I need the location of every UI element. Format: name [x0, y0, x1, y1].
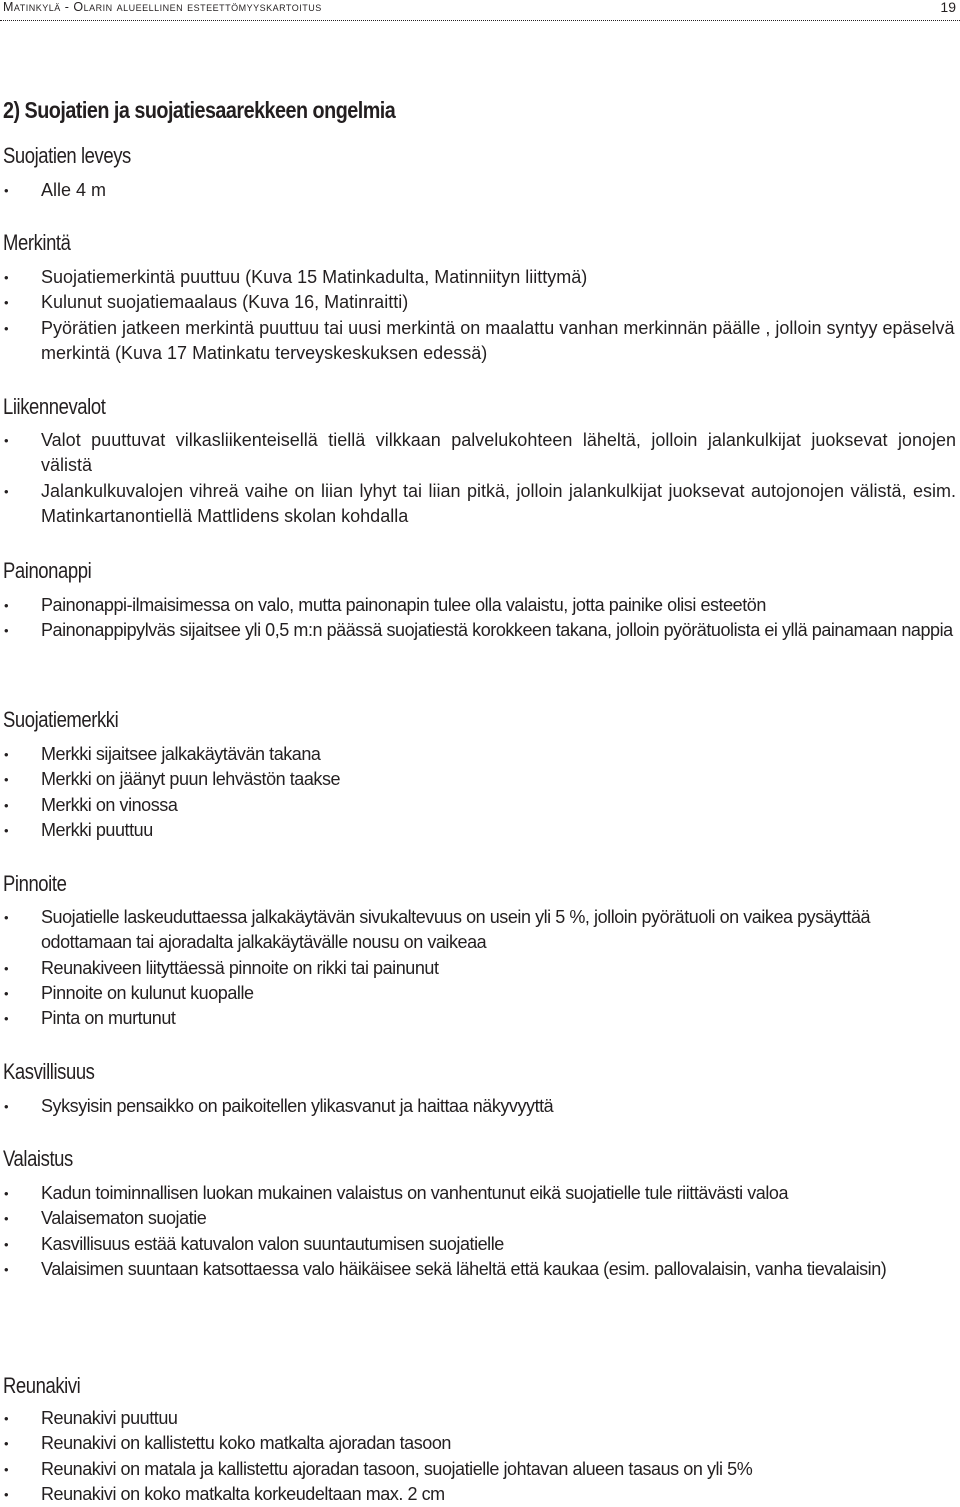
section-list-painonappi [0, 593, 960, 644]
list-item [0, 905, 960, 956]
list-item [0, 1482, 960, 1507]
list-item-text: Valaisematon suojatie [41, 1208, 207, 1229]
bullet-icon: • [4, 772, 9, 788]
bullet-icon: • [4, 1011, 9, 1027]
list-item-text: Kadun toiminnallisen luokan mukainen valaistus on vanhentunut eikä suojatielle tule riittävästi valoa [41, 1183, 789, 1203]
bullet-icon: • [4, 985, 9, 1001]
section-heading-suojatiemerkki: Suojatiemerkki [3, 707, 119, 732]
list-item-text: Syksyisin pensaikko on paikoitellen ylikasvanut ja haittaa näkyvyyttä [41, 1096, 554, 1116]
section-heading-pinnoite: Pinnoite [3, 871, 67, 896]
section-heading-painonappi: Painonappi [3, 558, 92, 583]
section-heading-liikennevalot: Liikennevalot [3, 394, 106, 419]
section-list-reunakivi [0, 1406, 960, 1507]
list-item [0, 290, 960, 315]
section-list-merkinta [0, 265, 960, 366]
bullet-icon: • [4, 598, 9, 613]
list-item [0, 1094, 960, 1119]
list-item-text: Jalankulkuvalojen vihreä vaihe on liian lyhyt tai liian pitkä, jolloin jalankulkijat juoksevat autojonojen välistä, esim. Matinkartanontiellä Mattlidens skolan kohdalla [41, 480, 956, 526]
list-item [0, 428, 960, 479]
list-item-text: Valot puuttuvat vilkasliikenteisellä tiellä vilkkaan palvelukohteen läheltä, jolloin jalankulkijat juoksevat jonojen välistä [41, 430, 956, 476]
bullet-icon: • [4, 433, 9, 448]
list-item-text: Pinnoite on kulunut kuopalle [41, 982, 254, 1003]
bullet-icon: • [4, 1099, 9, 1114]
list-item-text: Reunakivi on kallistettu koko matkalta ajoradan tasoon [41, 1433, 451, 1454]
list-item-text: Painonappipylväs sijaitsee yli 0,5 m:n päässä suojatiestä korokkeen takana, jolloin pyörätuolista ei yllä painamaan nappia [41, 620, 953, 641]
list-item [0, 818, 960, 843]
page-number: 19 [940, 0, 956, 15]
list-item-text: Suojatielle laskeuduttaessa jalkakäytävän sivukaltevuus on usein yli 5 %, jolloin pyörätuoli on vaikea pysäyttää odottamaan tai ajoradalta jalkakäytävälle nousu on vaikeaa [41, 907, 871, 953]
list-item-text: Merkki on jäänyt puun lehvästön taakse [41, 769, 341, 790]
section-heading-merkinta: Merkintä [3, 230, 71, 255]
list-item [0, 767, 960, 792]
list-item [0, 1431, 960, 1456]
bullet-icon: • [4, 822, 9, 838]
page-title: 2) Suojatien ja suojatiesaarekkeen ongelmia [3, 97, 396, 123]
list-item-text: Valaisimen suuntaan katsottaessa valo häikäisee sekä läheltä että kaukaa (esim. pallovalaisin, vanha tievalaisin) [41, 1258, 887, 1279]
list-item [0, 742, 960, 767]
section-heading-reunakivi: Reunakivi [3, 1373, 81, 1398]
section-list-liikennevalot [0, 428, 960, 529]
bullet-icon: • [4, 1211, 9, 1227]
list-item-text: Pinta on murtunut [41, 1008, 176, 1029]
list-item [0, 1257, 960, 1282]
list-item-text: Kulunut suojatiemaalaus (Kuva 16, Matinraitti) [41, 292, 409, 313]
list-item [0, 178, 960, 203]
section-heading-kasvillisuus: Kasvillisuus [3, 1059, 95, 1084]
bullet-icon: • [4, 1436, 9, 1452]
bullet-icon: • [4, 1261, 9, 1277]
bullet-icon: • [4, 483, 9, 499]
list-item-text: Alle 4 m [41, 180, 107, 200]
section-heading-valaistus: Valaistus [3, 1146, 73, 1171]
bullet-icon: • [4, 1236, 9, 1252]
list-item-text: Kasvillisuus estää katuvalon valon suuntautumisen suojatielle [41, 1233, 504, 1254]
list-item [0, 1181, 960, 1206]
bullet-icon: • [4, 747, 9, 762]
list-item-text: Reunakiveen liityttäessä pinnoite on rikki tai painunut [41, 957, 439, 978]
bullet-icon: • [4, 320, 9, 336]
list-item-text: Reunakivi puuttuu [41, 1408, 178, 1428]
list-item [0, 265, 960, 290]
list-item-text: Merkki on vinossa [41, 794, 178, 815]
bullet-icon: • [4, 910, 9, 925]
section-list-suojatien-leveys [0, 178, 960, 203]
list-item [0, 981, 960, 1006]
page-header [0, 0, 960, 18]
list-item-text: Pyörätien jatkeen merkintä puuttuu tai uusi merkintä on maalattu vanhan merkinnän päälle , jolloin syntyy epäselvä merkintä (Kuva 17 Matinkatu terveyskeskuksen edessä) [41, 317, 955, 363]
bullet-icon: • [4, 960, 9, 976]
running-head: Matinkylä - Olarin alueellinen esteettömyyskartoitus [3, 0, 322, 14]
bullet-icon: • [4, 270, 9, 285]
header-divider [0, 20, 960, 21]
list-item [0, 1457, 960, 1482]
list-item [0, 593, 960, 618]
section-heading-suojatien-leveys: Suojatien leveys [3, 143, 131, 168]
bullet-icon: • [4, 623, 9, 639]
section-list-suojatiemerkki [0, 742, 960, 843]
bullet-icon: • [4, 797, 9, 813]
list-item [0, 1006, 960, 1031]
bullet-icon: • [4, 1461, 9, 1477]
list-item [0, 956, 960, 981]
list-item [0, 618, 960, 643]
list-item [0, 1206, 960, 1231]
list-item [0, 316, 960, 367]
section-list-pinnoite [0, 905, 960, 1031]
bullet-icon: • [4, 295, 9, 311]
bullet-icon: • [4, 1186, 9, 1201]
bullet-icon: • [4, 1486, 9, 1502]
list-item-text: Reunakivi on matala ja kallistettu ajoradan tasoon, suojatielle johtavan alueen tasaus on yli 5% [41, 1458, 753, 1479]
bullet-icon: • [4, 1411, 9, 1426]
list-item [0, 1232, 960, 1257]
list-item-text: Merkki puuttuu [41, 819, 153, 840]
list-item-text: Suojatiemerkintä puuttuu (Kuva 15 Matinkadulta, Matinniityn liittymä) [41, 267, 588, 287]
list-item-text: Reunakivi on koko matkalta korkeudeltaan max. 2 cm [41, 1483, 445, 1504]
list-item [0, 479, 960, 530]
list-item-text: Painonappi-ilmaisimessa on valo, mutta painonapin tulee olla valaistu, jotta painike olisi esteetön [41, 595, 766, 615]
list-item [0, 793, 960, 818]
section-list-kasvillisuus [0, 1094, 960, 1119]
bullet-icon: • [4, 183, 9, 198]
section-list-valaistus [0, 1181, 960, 1282]
list-item [0, 1406, 960, 1431]
list-item-text: Merkki sijaitsee jalkakäytävän takana [41, 744, 321, 764]
